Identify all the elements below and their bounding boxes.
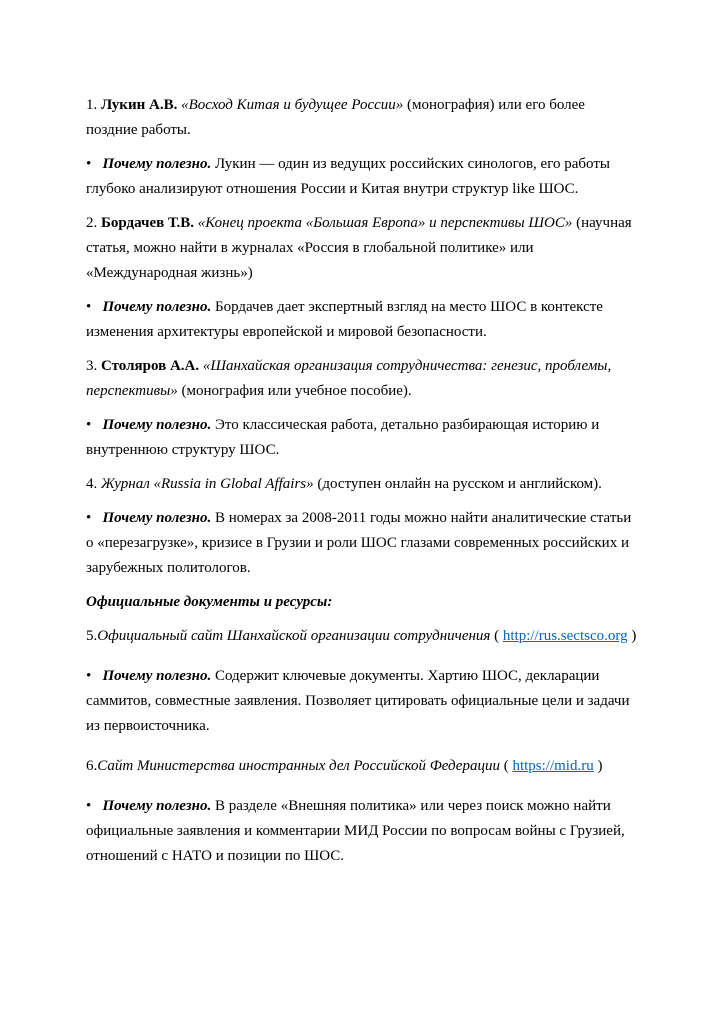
text-segment: Это классическая работа, детально разбирающая историю и внутреннюю структуру ШОС. [86, 417, 600, 458]
text-segment: (научная статья, можно найти в журналах «Россия в глобальной политике» или «Международная жизнь») [86, 215, 632, 281]
paragraph-ref-6 [86, 754, 637, 779]
text-segment: Почему полезно. [102, 417, 212, 433]
text-segment: 6. [86, 758, 98, 774]
text-segment: • [86, 156, 103, 172]
paragraph-why-1 [86, 152, 637, 202]
text-segment: «Восход Китая и будущее России» [181, 97, 404, 113]
text-segment: • [86, 668, 103, 684]
text-segment: Почему полезно. [102, 668, 212, 684]
paragraph-ref-5 [86, 624, 637, 649]
paragraph-ref-3 [86, 354, 637, 404]
text-segment: Почему полезно. [102, 299, 212, 315]
text-segment: Содержит ключевые документы. Хартию ШОС, декларации саммитов, совместные заявления. Позволяет цитировать официальные цели и задачи из первоисточника. [86, 668, 630, 734]
paragraph-why-4 [86, 506, 637, 581]
text-segment: (монография) или его более поздние работы. [86, 97, 585, 138]
text-segment: ( [499, 758, 513, 774]
text-segment: Журнал «Russia in Global Affairs» [101, 476, 314, 492]
paragraph-why-5 [86, 664, 637, 739]
text-segment: (доступен онлайн на русском и английском). [313, 476, 602, 492]
text-segment: ) [593, 758, 603, 774]
text-segment: 4. [86, 476, 101, 492]
paragraph-why-6 [86, 794, 637, 869]
text-segment: 2. [86, 215, 101, 231]
text-segment: Официальные документы и ресурсы: [86, 594, 333, 610]
text-segment: ( [490, 628, 503, 644]
text-segment: В разделе «Внешняя политика» или через поиск можно найти официальные заявления и комментарии МИД России по вопросам войны с Грузией, отношений с НАТО и позиции по ШОС. [86, 798, 625, 864]
paragraph-ref-4 [86, 472, 637, 497]
text-segment: В номерах за 2008-2011 годы можно найти аналитические статьи о «перезагрузке», кризисе в Грузии и роли ШОС глазами современных российских и зарубежных политологов. [86, 510, 632, 576]
text-segment: • [86, 510, 103, 526]
paragraph-ref-2 [86, 211, 637, 286]
text-segment: Бордачев Т.В. [101, 215, 195, 231]
link-mid-ru[interactable]: https://mid.ru [512, 758, 594, 774]
text-segment: ) [627, 628, 637, 644]
text-segment: • [86, 417, 103, 433]
text-segment: (монография или учебное пособие). [177, 383, 412, 399]
text-segment: 1. [86, 97, 101, 113]
text-segment: Бордачев дает экспертный взгляд на место ШОС в контексте изменения архитектуры европейской и мировой безопасности. [86, 299, 603, 340]
section-heading-official-resources [86, 590, 637, 615]
text-segment: Лукин А.В. [101, 97, 178, 113]
link-rus-sectsco[interactable]: http://rus.sectsco.org [502, 628, 628, 644]
text-segment: • [86, 299, 103, 315]
text-segment: «Конец проекта «Большая Европа» и перспективы ШОС» [197, 215, 573, 231]
text-segment: Сайт Министерства иностранных дел Российской Федерации [97, 758, 500, 774]
text-segment: Почему полезно. [102, 510, 212, 526]
text-segment: 3. [86, 358, 101, 374]
paragraph-ref-1 [86, 93, 637, 143]
text-segment: Почему полезно. [102, 798, 212, 814]
text-segment: Почему полезно. [102, 156, 212, 172]
paragraph-why-3 [86, 413, 637, 463]
text-segment: Официальный сайт Шанхайской организации сотрудничения [97, 628, 491, 644]
text-segment: 5. [86, 628, 98, 644]
text-segment: Лукин — один из ведущих российских синологов, его работы глубоко анализируют отношения России и Китая внутри структур like ШОС. [86, 156, 610, 197]
paragraph-why-2 [86, 295, 637, 345]
text-segment: Столяров А.А. [101, 358, 200, 374]
text-segment: • [86, 798, 103, 814]
text-segment: «Шанхайская организация сотрудничества: генезис, проблемы, перспективы» [86, 358, 612, 399]
